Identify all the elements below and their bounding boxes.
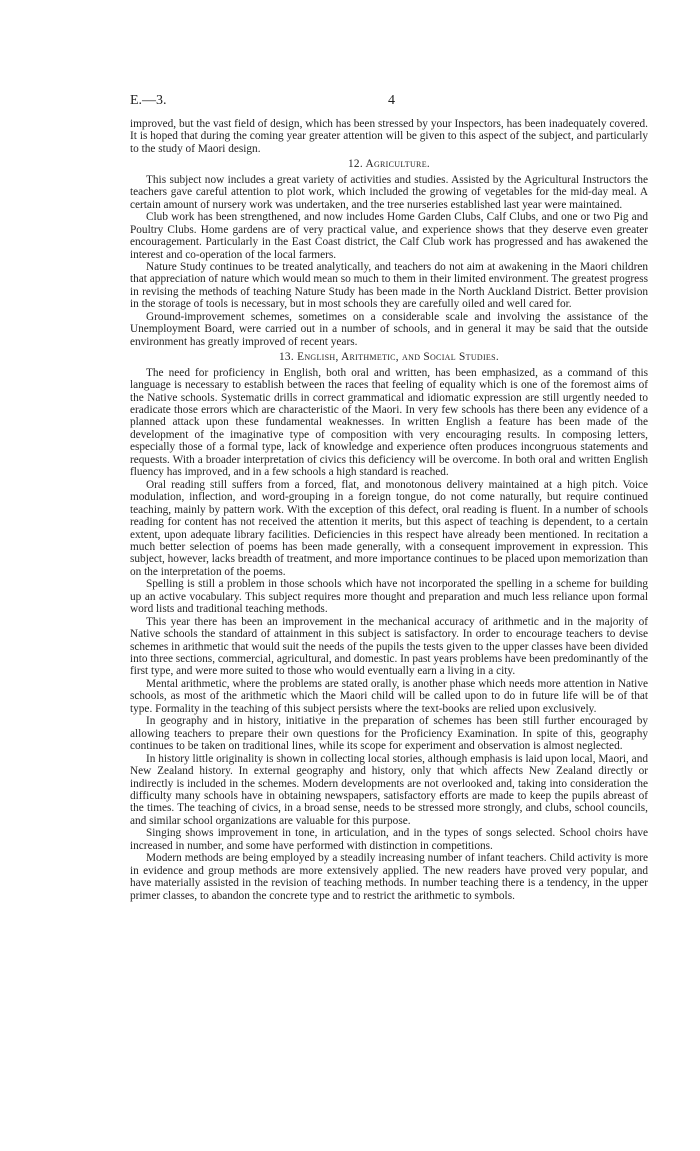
paragraph: Modern methods are being employed by a steadily increasing number of infant teachers. Child activity is more in evidence and group methods are more extensively applied. The new readers have proved very popular, and have materially assisted in the revision of teaching methods. In number teaching there is a tendency, in the upper primer classes, to abandon the concrete type and to restrict the arithmetic to symbols. <box>130 852 648 902</box>
paragraph: In history little originality is shown in collecting local stories, although emphasis is laid upon local, Maori, and New Zealand history. In external geography and history, only that which affects New Zealand directly or indirectly is included in the schemes. Modern developments are not overlooked and, taking into consideration the difficulty many schools have in obtaining newspapers, satisfactory efforts are made to keep the pupils abreast of the times. The teaching of civics, in a broad sense, needs to be stressed more strongly, and clubs, school councils, and similar school organizations are valuable for this purpose. <box>130 752 648 827</box>
paragraph: Nature Study continues to be treated analytically, and teachers do not aim at awakening in the Maori children that appreciation of nature which would mean so much to them in their limited environment. The greatest progress in revising the methods of teaching Nature Study has been made in the North Auckland District. Better provision in the storage of tools is necessary, but in most schools they are carefully oiled and well cared for. <box>130 260 648 311</box>
paragraph: This subject now includes a great variety of activities and studies. Assisted by the Agricultural Instructors the teachers gave careful attention to plot work, which included the growing of vegetables for the mid-day meal. A certain amount of nursery work was undertaken, and the tree nurseries established last year were maintained. <box>130 173 648 211</box>
paragraph: Spelling is still a problem in those schools which have not incorporated the spelling in a scheme for building up an active vocabulary. This subject requires more thought and preparation and much less reliance upon formal word lists and traditional teaching methods. <box>130 578 648 616</box>
page-header <box>130 93 648 113</box>
section-heading-english-arithmetic-social-studies: 13. English, Arithmetic, and Social Studies. <box>278 351 499 364</box>
document-body <box>130 118 648 902</box>
paragraph: This year there has been an improvement in the mechanical accuracy of arithmetic and in the majority of Native schools the standard of attainment in this subject is satisfactory. In order to encourage teachers to devise schemes in arithmetic that would suit the needs of the pupils the tests given to the upper classes have been divided into three sections, commercial, agricultural, and domestic. In past years problems have been predominantly of the first type, and were more suited to those who would eventually earn a living in a city. <box>130 615 648 678</box>
continued-paragraph: improved, but the vast field of design, which has been stressed by your Inspectors, has been inadequately covered. It is hoped that during the coming year greater attention will be given to this aspect of the subject, and particularly to the study of Maori design. <box>130 118 648 155</box>
paragraph: In geography and in history, initiative in the preparation of schemes has been still further encouraged by allowing teachers to prepare their own questions for the Proficiency Examination. In spite of this, geography continues to be taken on traditional lines, while its scope for experiment and observation is almost neglected. <box>130 715 648 753</box>
section-heading-agriculture: 12. Agriculture. <box>347 158 431 171</box>
paragraph: Club work has been strengthened, and now includes Home Garden Clubs, Calf Clubs, and one or two Pig and Poultry Clubs. Home gardens are of very practical value, and experience shows that they deserve even greater encouragement. Particularly in the East Coast district, the Calf Club work has progressed and has awakened the interest and co-operation of the local farmers. <box>130 211 648 261</box>
paragraph: Ground-improvement schemes, sometimes on a considerable scale and involving the assistance of the Unemployment Board, were carried out in a number of schools, and in general it may be said that the outside environment has greatly improved of recent years. <box>130 310 648 348</box>
paragraph: Mental arithmetic, where the problems are stated orally, is another phase which needs more attention in Native schools, as most of the arithmetic which the Maori child will be called upon to do in future life will be of that type. Formality in the teaching of this subject persists where the text-books are relied upon exclusively. <box>130 677 648 715</box>
paragraph: Singing shows improvement in tone, in articulation, and in the types of songs selected. School choirs have increased in number, and some have performed with distinction in competitions. <box>130 827 648 852</box>
document-reference: E.—3. <box>130 93 167 108</box>
page-number: 4 <box>388 93 395 108</box>
paragraph: The need for proficiency in English, both oral and written, has been emphasized, as a command of this language is necessary to establish between the races that feeling of equality which is one of the foremost aims of the Native schools. Systematic drills in correct grammatical and idiomatic expression are still urgently needed to eradicate those errors which are characteristic of the Maori. In very few schools has there been any evidence of a planned attack upon these fundamental weaknesses. In written English a feature has been made of the development of the imaginative type of composition with very encouraging results. In composing letters, especially those of a formal type, lack of knowledge and experience often produces incongruous statements and requests. With a broader interpretation of civics this deficiency will be overcome. In both oral and written English fluency has improved, and in a few schools a high standard is reached. <box>130 366 648 479</box>
paragraph: Oral reading still suffers from a forced, flat, and monotonous delivery maintained at a high pitch. Voice modulation, inflection, and word-grouping in a foreign tongue, do not come naturally, but require continued teaching, mainly by pattern work. With the exception of this defect, oral reading is fluent. In a number of schools reading for content has not received the attention it merits, but this aspect of teaching is dependent, to a certain extent, upon adequate library facilities. Deficiencies in this respect have already been mentioned. In recitation a much better selection of poems has been made generally, with a consequent improvement in expression. This subject, however, lacks breadth of treatment, and more importance continues to be placed upon memorization than on the interpretation of the poems. <box>130 478 648 578</box>
